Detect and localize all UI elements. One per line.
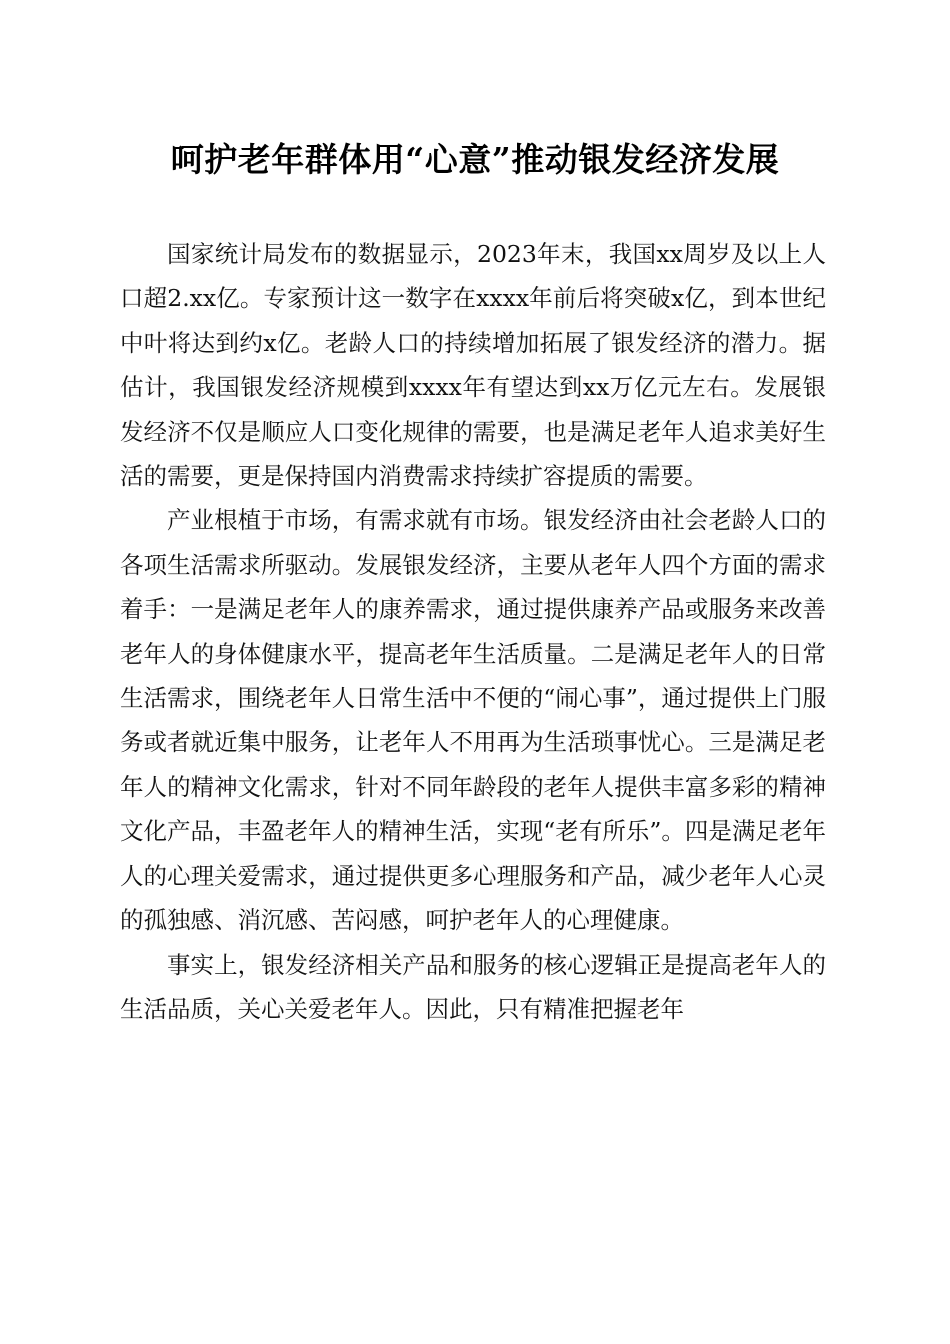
document-body (120, 232, 826, 1031)
document-title: 呵护老年群体用“心意”推动银发经济发展 (170, 140, 780, 179)
paragraph-1: 国家统计局发布的数据显示，2023年末，我国xx周岁及以上人口超2.xx亿。专家预计这一数字在xxxx年前后将突破x亿，到本世纪中叶将达到约x亿。老龄人口的持续增加拓展了银发经济的潜力。据估计，我国银发经济规模到xxxx年有望达到xx万亿元左右。发展银发经济不仅是顺应人口变化规律的需要，也是满足老年人追求美好生活的需要，更是保持国内消费需求持续扩容提质的需要。 (120, 240, 826, 491)
paragraph-2: 产业根植于市场，有需求就有市场。银发经济由社会老龄人口的各项生活需求所驱动。发展银发经济，主要从老年人四个方面的需求着手：一是满足老年人的康养需求，通过提供康养产品或服务来改善老年人的身体健康水平，提高老年生活质量。二是满足老年人的日常生活需求，围绕老年人日常生活中不便的“闹心事”，通过提供上门服务或者就近集中服务，让老年人不用再为生活琐事忧心。三是满足老年人的精神文化需求，针对不同年龄段的老年人提供丰富多彩的精神文化产品，丰盈老年人的精神生活，实现“老有所乐”。四是满足老年人的心理关爱需求，通过提供更多心理服务和产品，减少老年人心灵的孤独感、消沉感、苦闷感，呵护老年人的心理健康。 (120, 506, 826, 935)
paragraph-3: 事实上，银发经济相关产品和服务的核心逻辑正是提高老年人的生活品质，关心关爱老年人。因此，只有精准把握老年 (120, 950, 826, 1023)
